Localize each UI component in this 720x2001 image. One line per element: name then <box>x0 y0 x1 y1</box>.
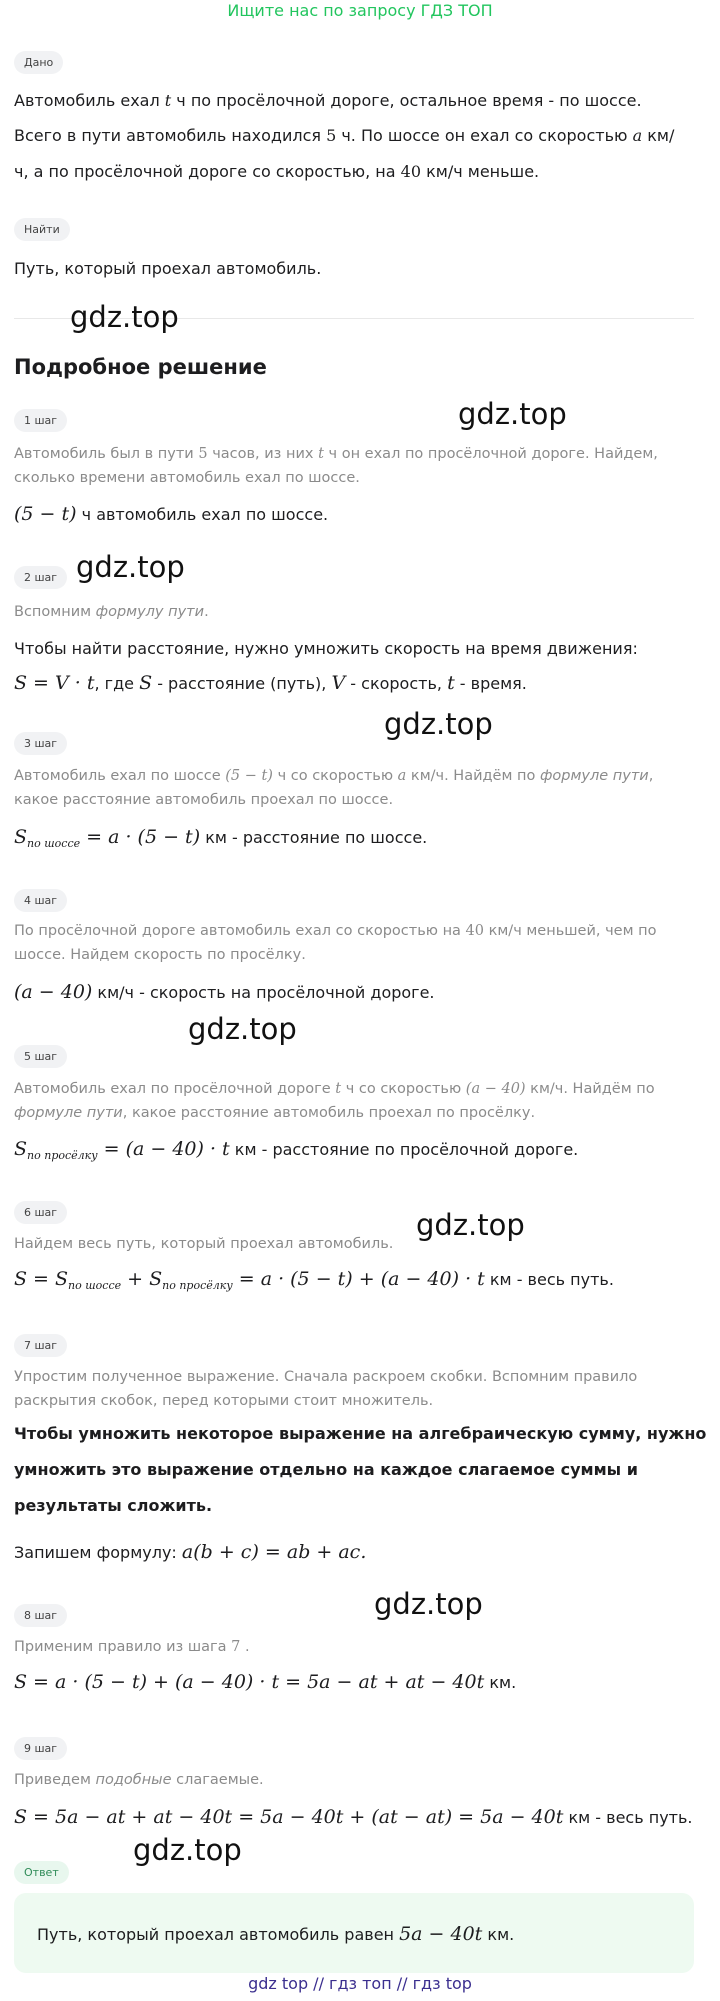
step-3-result: $S_{по шоссе} = a \cdot (5 - t)$ км - расстояние по шоссе. <box>14 826 428 851</box>
step-5-result: $S_{по просёлку} = (a - 40) \cdot t$ км - расстояние по просёлочной дороге. <box>14 1138 579 1163</box>
step-2-desc: Вспомним формулу пути. <box>14 604 209 620</box>
step-4-tag: 4 шаг <box>14 889 67 912</box>
step-1-result: (5 − t) ч автомобиль ехал по шоссе. <box>14 503 329 525</box>
step-7-formula: Запишем формулу: a(b + c) = ab + ac. <box>14 1541 367 1563</box>
step-7-rule-2: умножить это выражение отдельно на каждое слагаемое суммы и <box>14 1460 638 1479</box>
given-line-1: Автомобиль ехал t ч по просёлочной дороге, остальное время - по шоссе. <box>14 91 642 110</box>
watermark-7: gdz.top <box>374 1587 483 1621</box>
given-line-3: ч, а по просёлочной дороге со скоростью, на 40 км/ч меньше. <box>14 162 540 181</box>
step-2-tag: 2 шаг <box>14 566 67 589</box>
step-1-tag: 1 шаг <box>14 409 67 432</box>
step-9-tag: 9 шаг <box>14 1737 67 1760</box>
given-tag: Дано <box>14 51 63 74</box>
step-9-desc: Приведем подобные слагаемые. <box>14 1772 264 1788</box>
solution-title: Подробное решение <box>14 355 267 379</box>
watermark-2: gdz.top <box>458 397 567 431</box>
step-7-desc-1: Упростим полученное выражение. Сначала раскроем скобки. Вспомним правило <box>14 1369 638 1385</box>
top-banner[interactable]: Ищите нас по запросу ГДЗ ТОП <box>227 1 493 20</box>
step-1-desc-1: Автомобиль был в пути 5 часов, из них t ч он ехал по просёлочной дороге. Найдем, <box>14 446 658 462</box>
step-7-rule-1: Чтобы умножить некоторое выражение на алгебраическую сумму, нужно <box>14 1424 707 1443</box>
watermark-5: gdz.top <box>188 1012 297 1046</box>
step-5-desc-1: Автомобиль ехал по просёлочной дороге t ч со скоростью (a − 40) км/ч. Найдём по <box>14 1081 655 1097</box>
step-9-result: S = 5a − at + at − 40t = 5a − 40t + (at − at) = 5a − 40t км - весь путь. <box>14 1806 693 1828</box>
watermark-4: gdz.top <box>384 707 493 741</box>
watermark-3: gdz.top <box>76 550 185 584</box>
step-3-desc-2: какое расстояние автомобиль проехал по шоссе. <box>14 792 394 808</box>
answer-text: Путь, который проехал автомобиль равен 5a − 40t км. <box>37 1923 515 1945</box>
step-4-result: (a − 40) км/ч - скорость на просёлочной дороге. <box>14 981 435 1003</box>
step-8-result: S = a · (5 − t) + (a − 40) · t = 5a − at + at − 40t км. <box>14 1671 517 1693</box>
step-6-tag: 6 шаг <box>14 1201 67 1224</box>
answer-tag: Ответ <box>14 1861 69 1884</box>
step-5-desc-2: формуле пути, какое расстояние автомобиль проехал по просёлку. <box>14 1105 536 1121</box>
step-7-tag: 7 шаг <box>14 1334 67 1357</box>
step-7-rule-3: результаты сложить. <box>14 1496 213 1515</box>
step-1-desc-2: сколько времени автомобиль ехал по шоссе. <box>14 470 360 486</box>
step-3-tag: 3 шаг <box>14 732 67 755</box>
watermark-1: gdz.top <box>70 300 179 334</box>
find-tag: Найти <box>14 218 70 241</box>
step-2-rule: Чтобы найти расстояние, нужно умножить скорость на время движения: <box>14 639 638 658</box>
given-line-2: Всего в пути автомобиль находился 5 ч. По шоссе он ехал со скоростью a км/ <box>14 126 675 145</box>
watermark-6: gdz.top <box>416 1208 525 1242</box>
step-6-result: $S = S_{по шоссе} + S_{по просёлку} = a \cdot (5 - t) + (a - 40) \cdot t$ км - весь путь. <box>14 1268 614 1293</box>
footer-links[interactable]: gdz top // гдз топ // гдз top <box>248 1974 472 1993</box>
watermark-8: gdz.top <box>133 1833 242 1867</box>
step-3-desc-1: Автомобиль ехал по шоссе (5 − t) ч со скоростью a км/ч. Найдём по формуле пути, <box>14 768 654 784</box>
step-6-desc: Найдем весь путь, который проехал автомобиль. <box>14 1236 394 1252</box>
step-8-tag: 8 шаг <box>14 1604 67 1627</box>
step-4-desc-1: По просёлочной дороге автомобиль ехал со скоростью на 40 км/ч меньшей, чем по <box>14 923 657 939</box>
find-text: Путь, который проехал автомобиль. <box>14 259 322 278</box>
step-2-formula: S = V · t, где S - расстояние (путь), V - скорость, t - время. <box>14 672 527 694</box>
step-8-desc: Применим правило из шага 7 . <box>14 1639 250 1655</box>
step-4-desc-2: шоссе. Найдем скорость по просёлку. <box>14 947 306 963</box>
step-5-tag: 5 шаг <box>14 1045 67 1068</box>
step-7-desc-2: раскрытия скобок, перед которыми стоит множитель. <box>14 1393 434 1409</box>
